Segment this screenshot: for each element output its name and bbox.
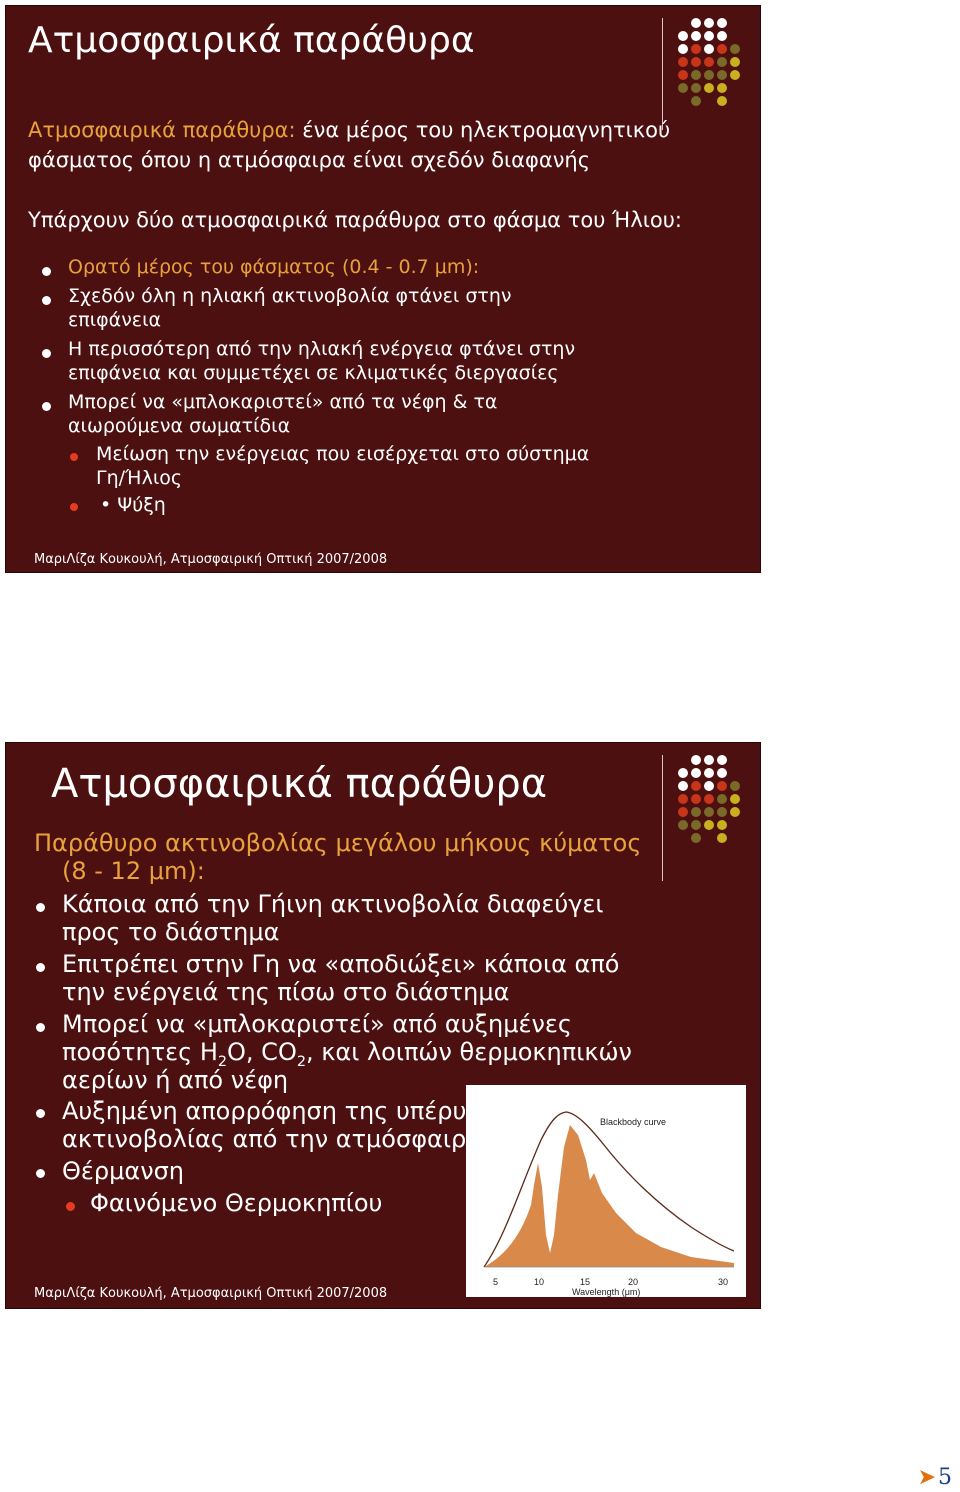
decorative-dot bbox=[743, 755, 753, 765]
decorative-dot bbox=[691, 794, 701, 804]
bullet-dot bbox=[42, 402, 51, 411]
sub-bullet-greenhouse: Φαινόμενο Θερμοκηπίου bbox=[90, 1189, 383, 1217]
decorative-dot bbox=[743, 794, 753, 804]
decorative-dot bbox=[743, 820, 753, 830]
decorative-dot bbox=[691, 820, 701, 830]
decorative-dot bbox=[678, 96, 688, 106]
decorative-dot bbox=[691, 833, 701, 843]
decorative-dot bbox=[691, 768, 701, 778]
decorative-dot bbox=[730, 18, 740, 28]
decorative-dot bbox=[691, 781, 701, 791]
sub-bullet-1-line-2: Γη/Ήλιος bbox=[96, 467, 183, 489]
decorative-dot bbox=[678, 794, 688, 804]
bullet-1-line-1: Σχεδόν όλη η ηλιακή ακτινοβολία φτάνει στην bbox=[68, 285, 512, 307]
decorative-dot bbox=[691, 57, 701, 67]
text-segment: , και λοιπών θερμοκηπικών bbox=[305, 1038, 632, 1066]
decorative-dot bbox=[730, 83, 740, 93]
decorative-dot bbox=[743, 83, 753, 93]
decorative-dot bbox=[743, 44, 753, 54]
decorative-dot bbox=[691, 18, 701, 28]
definition-text: ένα μέρος του ηλεκτρομαγνητικού bbox=[295, 118, 671, 142]
decorative-dot bbox=[691, 755, 701, 765]
decorative-dot bbox=[717, 833, 727, 843]
bullet-dot bbox=[36, 1169, 45, 1178]
decorative-dot bbox=[730, 31, 740, 41]
decorative-dot bbox=[743, 18, 753, 28]
bullet-1-line-2: επιφάνεια bbox=[68, 309, 162, 331]
decorative-dot bbox=[717, 57, 727, 67]
decorative-dot bbox=[704, 781, 714, 791]
bullet-5: Θέρμανση bbox=[62, 1157, 185, 1185]
bullet-dot bbox=[42, 267, 51, 276]
decorative-dot bbox=[717, 807, 727, 817]
decorative-dot bbox=[691, 83, 701, 93]
text-segment: ποσότητες Η bbox=[62, 1038, 218, 1066]
decorative-dot bbox=[678, 70, 688, 80]
intro-text: Υπάρχουν δύο ατμοσφαιρικά παράθυρα στο φάσμα του Ήλιου: bbox=[28, 208, 682, 232]
x-tick: 30 bbox=[718, 1277, 729, 1287]
decorative-dot bbox=[704, 768, 714, 778]
decorative-dot bbox=[678, 768, 688, 778]
bullet-4-line-2: ακτινοβολίας από την ατμόσφαιρα bbox=[62, 1125, 483, 1153]
decorative-dot bbox=[704, 31, 714, 41]
decorative-dot bbox=[704, 18, 714, 28]
bullet-dot bbox=[36, 1109, 45, 1118]
decorative-dot bbox=[730, 794, 740, 804]
decorative-dots bbox=[678, 755, 755, 845]
decorative-dot bbox=[717, 44, 727, 54]
slide-1 bbox=[6, 6, 760, 572]
page-number-value: 5 bbox=[938, 1465, 952, 1490]
decorative-dot bbox=[717, 31, 727, 41]
x-tick: 10 bbox=[534, 1277, 545, 1287]
decorative-dot bbox=[704, 807, 714, 817]
decorative-dot bbox=[691, 70, 701, 80]
decorative-dot bbox=[678, 781, 688, 791]
window-heading-line-1: Παράθυρο ακτινοβολίας μεγάλου μήκους κύματος bbox=[34, 829, 642, 857]
slide-2-footer: ΜαριΛίζα Κουκουλή, Ατμοσφαιρική Οπτική 2007/2008 bbox=[34, 1286, 388, 1301]
decorative-dot bbox=[730, 70, 740, 80]
sub-bullet-dot bbox=[66, 1202, 75, 1211]
bullet-dot bbox=[36, 1023, 45, 1032]
decorative-dot bbox=[691, 31, 701, 41]
bullet-1-line-2: προς το διάστημα bbox=[62, 918, 280, 946]
decorative-dot bbox=[691, 96, 701, 106]
page-number bbox=[918, 1465, 952, 1490]
decorative-dot bbox=[678, 807, 688, 817]
subscript: 2 bbox=[296, 1053, 306, 1070]
decorative-dot bbox=[704, 794, 714, 804]
sub-bullet-dot bbox=[70, 503, 78, 511]
bullet-2-line-1: Η περισσότερη από την ηλιακή ενέργεια φτάνει στην bbox=[68, 338, 576, 360]
decorative-dot bbox=[678, 18, 688, 28]
sub-bullet-2: • Ψύξη bbox=[100, 494, 166, 516]
decorative-dot bbox=[717, 96, 727, 106]
visible-heading: Ορατό μέρος του φάσματος (0.4 - 0.7 μm): bbox=[68, 256, 480, 278]
decorative-dot bbox=[704, 70, 714, 80]
decorative-dot bbox=[704, 755, 714, 765]
decorative-dot bbox=[717, 768, 727, 778]
bullet-dot bbox=[36, 963, 45, 972]
decorative-dot bbox=[730, 833, 740, 843]
definition-line-2: φάσματος όπου η ατμόσφαιρα είναι σχεδόν διαφανής bbox=[28, 148, 591, 172]
slide-2-title: Ατμοσφαιρικά παράθυρα bbox=[51, 761, 548, 807]
bullet-2-line-2: την ενέργειά της πίσω στο διάστημα bbox=[62, 978, 510, 1006]
decorative-dot bbox=[730, 820, 740, 830]
decorative-dot bbox=[743, 807, 753, 817]
decorative-divider bbox=[662, 755, 663, 881]
bullet-3-line-1: Μπορεί να «μπλοκαριστεί» από αυξημένες bbox=[62, 1010, 572, 1038]
decorative-dot bbox=[678, 833, 688, 843]
decorative-dot bbox=[717, 70, 727, 80]
decorative-dot bbox=[743, 57, 753, 67]
decorative-dot bbox=[678, 44, 688, 54]
decorative-dot bbox=[717, 794, 727, 804]
decorative-dot bbox=[704, 96, 714, 106]
decorative-dot bbox=[730, 768, 740, 778]
bullet-3-line-1: Μπορεί να «μπλοκαριστεί» από τα νέφη & τα bbox=[68, 391, 498, 413]
decorative-dot bbox=[704, 833, 714, 843]
slide-2 bbox=[6, 743, 760, 1308]
definition-term: Ατμοσφαιρικά παράθυρα: bbox=[28, 118, 296, 142]
definition-line-1 bbox=[28, 118, 670, 142]
bullet-4-line-1: Αυξημένη απορρόφηση της υπέρυθρης bbox=[62, 1097, 526, 1125]
decorative-dot bbox=[730, 96, 740, 106]
slide-1-footer: ΜαριΛίζα Κουκουλή, Ατμοσφαιρική Οπτική 2007/2008 bbox=[34, 552, 388, 567]
bullet-2-line-1: Επιτρέπει στην Γη να «αποδιώξει» κάποια από bbox=[62, 950, 620, 978]
decorative-dot bbox=[717, 18, 727, 28]
decorative-dot bbox=[743, 768, 753, 778]
decorative-dot bbox=[704, 83, 714, 93]
bullet-dot bbox=[42, 296, 51, 305]
x-tick: 20 bbox=[628, 1277, 639, 1287]
decorative-dot bbox=[717, 755, 727, 765]
decorative-dot bbox=[743, 781, 753, 791]
decorative-dot bbox=[678, 755, 688, 765]
decorative-dot bbox=[730, 57, 740, 67]
decorative-dot bbox=[678, 57, 688, 67]
bullet-dot bbox=[36, 903, 45, 912]
slide-1-title: Ατμοσφαιρικά παράθυρα bbox=[28, 20, 475, 61]
decorative-dot bbox=[743, 833, 753, 843]
x-tick: 15 bbox=[580, 1277, 591, 1287]
bullet-1-line-1: Κάποια από την Γήινη ακτινοβολία διαφεύγει bbox=[62, 890, 604, 918]
decorative-divider bbox=[662, 18, 663, 130]
decorative-dot bbox=[717, 83, 727, 93]
decorative-dot bbox=[730, 807, 740, 817]
decorative-dots bbox=[678, 18, 755, 108]
decorative-dot bbox=[730, 755, 740, 765]
decorative-dot bbox=[691, 44, 701, 54]
curve-label: Blackbody curve bbox=[600, 1117, 667, 1127]
x-axis-label: Wavelength (μm) bbox=[572, 1287, 641, 1297]
text-segment: Ο, CO bbox=[227, 1038, 297, 1066]
decorative-dot bbox=[743, 96, 753, 106]
x-tick: 5 bbox=[493, 1277, 499, 1287]
decorative-dot bbox=[678, 820, 688, 830]
sub-bullet-1-line-1: Μείωση την ενέργειας που εισέρχεται στο σύστημα bbox=[96, 443, 590, 465]
decorative-dot bbox=[678, 83, 688, 93]
decorative-dot bbox=[704, 57, 714, 67]
absorption-spectrum-area bbox=[484, 1125, 734, 1267]
bullet-dot bbox=[42, 349, 51, 358]
decorative-dot bbox=[730, 44, 740, 54]
bullet-3-line-3: αερίων ή από νέφη bbox=[62, 1066, 289, 1094]
decorative-dot bbox=[678, 31, 688, 41]
decorative-dot bbox=[743, 31, 753, 41]
subscript: 2 bbox=[217, 1053, 228, 1070]
arrow-icon: ➤ bbox=[917, 1465, 936, 1490]
decorative-dot bbox=[743, 70, 753, 80]
window-heading-line-2: (8 - 12 μm): bbox=[62, 857, 205, 885]
decorative-dot bbox=[730, 781, 740, 791]
decorative-dot bbox=[704, 44, 714, 54]
decorative-dot bbox=[717, 820, 727, 830]
decorative-dot bbox=[704, 820, 714, 830]
decorative-dot bbox=[691, 807, 701, 817]
bullet-2-line-2: επιφάνεια και συμμετέχει σε κλιματικές διεργασίες bbox=[68, 362, 559, 384]
decorative-dot bbox=[717, 781, 727, 791]
bullet-3-line-2: αιωρούμενα σωματίδια bbox=[68, 415, 291, 437]
sub-bullet-dot bbox=[70, 453, 78, 461]
